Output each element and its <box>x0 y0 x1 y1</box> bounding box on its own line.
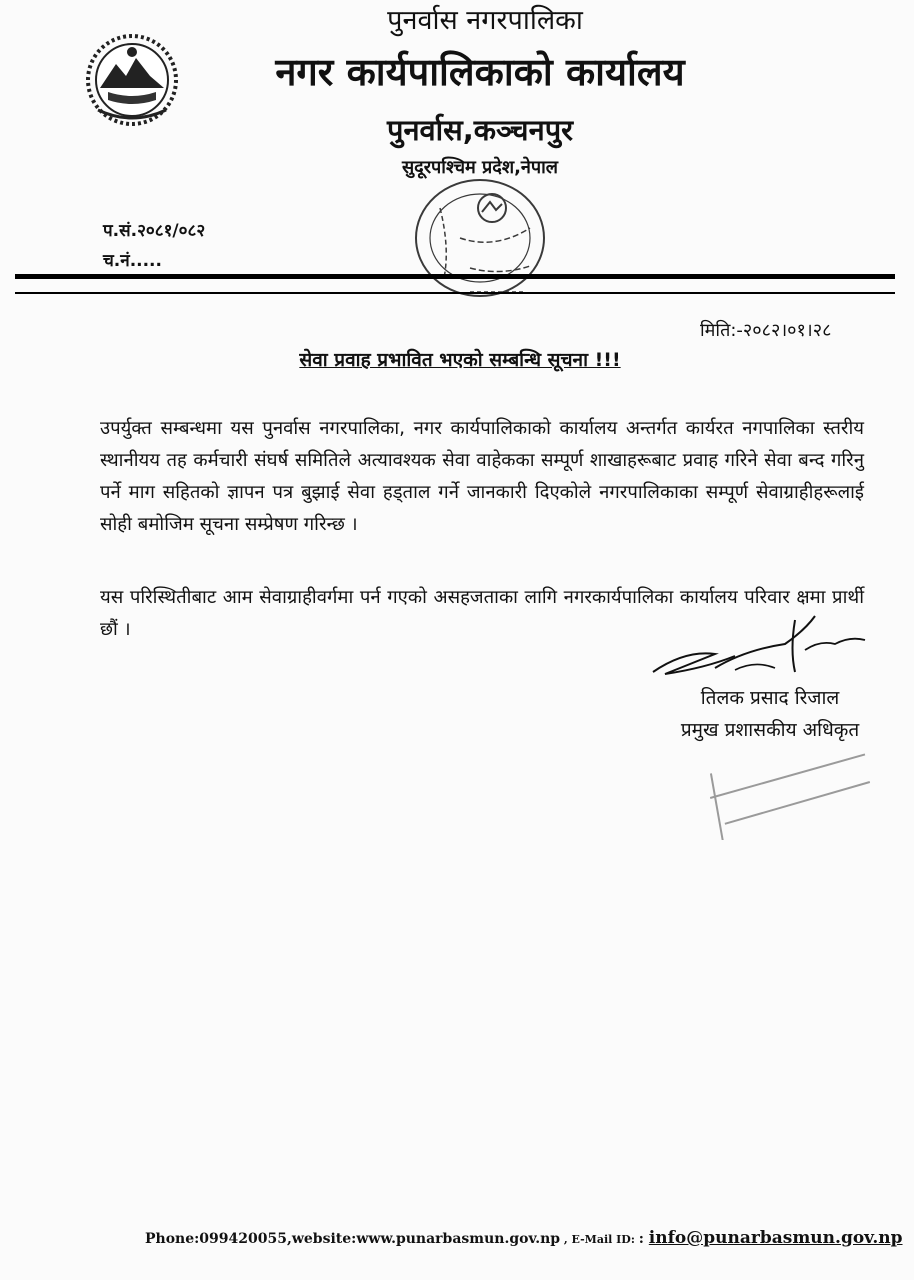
name-seal-icon <box>690 740 890 840</box>
signatory-name: तिलक प्रसाद रिजाल <box>700 687 840 709</box>
office-province: सुदूरपश्चिम प्रदेश,नेपाल <box>401 157 559 178</box>
footer-website[interactable]: website:www.punarbasmun.gov.np <box>291 1231 561 1247</box>
dispatch-number: च.नं..... <box>103 251 162 271</box>
signature-icon <box>645 610 875 685</box>
header-rule <box>15 274 895 279</box>
reference-number: प.सं.२०८१/०८२ <box>103 221 206 241</box>
letter-subject <box>150 346 770 372</box>
municipality-name: पुनर्वास नगरपालिका <box>387 5 583 36</box>
office-stamp-icon <box>400 168 560 308</box>
letter-footer <box>145 1228 903 1248</box>
office-location: पुनर्वास,कञ्चनपुर <box>386 113 574 147</box>
header-rule-thin <box>15 292 895 294</box>
nepal-emblem-icon <box>78 30 186 130</box>
footer-email-label: , E-Mail ID: <box>560 1233 639 1246</box>
footer-colon: : <box>638 1231 649 1247</box>
letter-date: मिति:-२०८२।०१।२८ <box>700 320 832 341</box>
letter-paragraph-1: उपर्युक्त सम्बन्धमा यस पुनर्वास नगरपालिका, नगर कार्यपालिकाको कार्यालय अन्तर्गत कार्यरत नगपालिका स्तरीय स्थानीयय तह कर्मचारी संघर्ष समितिले अत्यावश्यक सेवा वाहेकका सम्पूर्ण शाखाहरूबाट प्रवाह गरिने सेवा बन्द गरिनु पर्ने माग सहितको ज्ञापन पत्र बुझाई सेवा हड्ताल गर्ने जानकारी दिएकोले नगरपालिकाका सम्पूर्ण सेवाग्राहीहरूलाई सोही बमोजिम सूचना सम्प्रेषण गरिन्छ । <box>100 418 864 535</box>
letter-subject-text: सेवा प्रवाह प्रभावित भएको सम्बन्धि सूचना !!! <box>299 349 621 371</box>
footer-phone: Phone:099420055, <box>145 1231 292 1247</box>
footer-email[interactable]: info@punarbasmun.gov.np <box>648 1228 903 1248</box>
letter-paragraph-2: यस परिस्थितीबाट आम सेवाग्राहीवर्गमा पर्न गएको असहजताका लागि नगरकार्यपालिका कार्यालय परिवार क्षमा प्रार्थी छौं । <box>100 587 864 640</box>
signatory-designation: प्रमुख प्रशासकीय अधिकृत <box>680 719 860 741</box>
office-name: नगर कार्यपालिकाको कार्यालय <box>275 50 685 94</box>
